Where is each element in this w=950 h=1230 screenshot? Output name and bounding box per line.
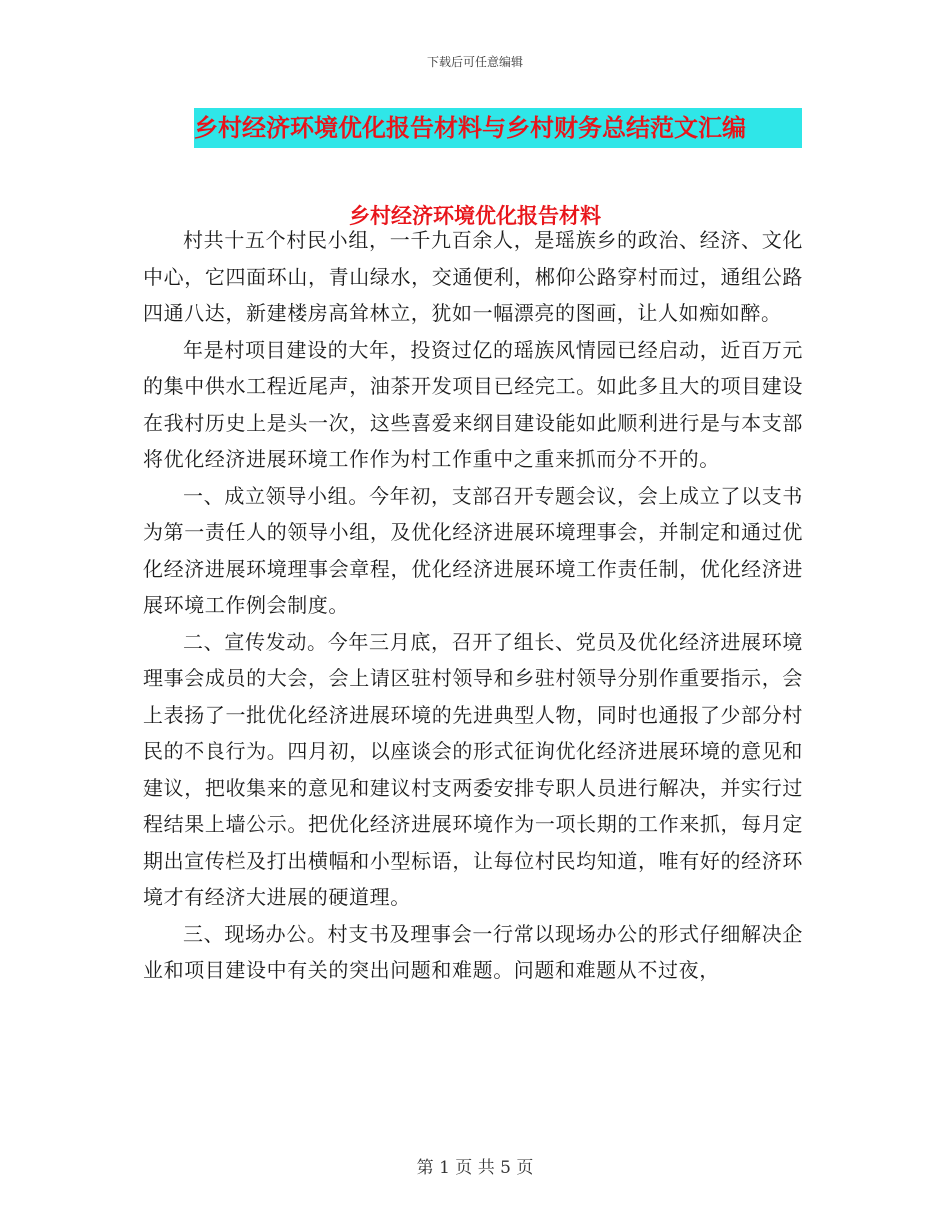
paragraph-2: 年是村项目建设的大年，投资过亿的瑶族风情园已经启动，近百万元的集中供水工程近尾声，油茶开发项目已经完工。如此多且大的项目建设在我村历史上是头一次，这些喜爱来纲目建设能如此顺利进行是与本支部将优化经济进展环境工作作为村工作重中之重来抓而分不开的。 [143,337,803,471]
paragraph-4: 二、宣传发动。今年三月底，召开了组长、党员及优化经济进展环境理事会成员的大会，会上请区驻村领导和乡驻村领导分别作重要指示，会上表扬了一批优化经济进展环境的先进典型人物，同时也通报了少部分村民的不良行为。四月初，以座谈会的形式征询优化经济进展环境的意见和建议，把收集来的意见和建议村支两委安排专职人员进行解决，并实行过程结果上墙公示。把优化经济进展环境作为一项长期的工作来抓，每月定期出宣传栏及打出横幅和小型标语，让每位村民均知道，唯有好的经济环境才有经济大进展的硬道理。 [143,629,803,909]
section-title: 乡村经济环境优化报告材料 [349,204,601,228]
paragraph-1: 村共十五个村民小组，一千九百余人，是瑶族乡的政治、经济、文化中心，它四面环山，青山绿水，交通便利，郴仰公路穿村而过，通组公路四通八达，新建楼房高耸林立，犹如一幅漂亮的图画，让人如痴如醉。 [143,228,803,325]
page-footer: 第 1 页 共 5 页 [416,1158,534,1178]
header-note: 下载后可任意编辑 [426,55,523,69]
paragraph-5: 三、现场办公。村支书及理事会一行常以现场办公的形式仔细解决企业和项目建设中有关的突出问题和难题。问题和难题从不过夜， [143,921,803,982]
body-text [143,222,803,989]
main-title: 乡村经济环境优化报告材料与乡村财务总结范文汇编 [194,108,802,148]
paragraph-3: 一、成立领导小组。今年初，支部召开专题会议，会上成立了以支书为第一责任人的领导小组，及优化经济进展环境理事会，并制定和通过优化经济进展环境理事会章程，优化经济进展环境工作责任制，优化经济进展环境工作例会制度。 [143,483,803,617]
